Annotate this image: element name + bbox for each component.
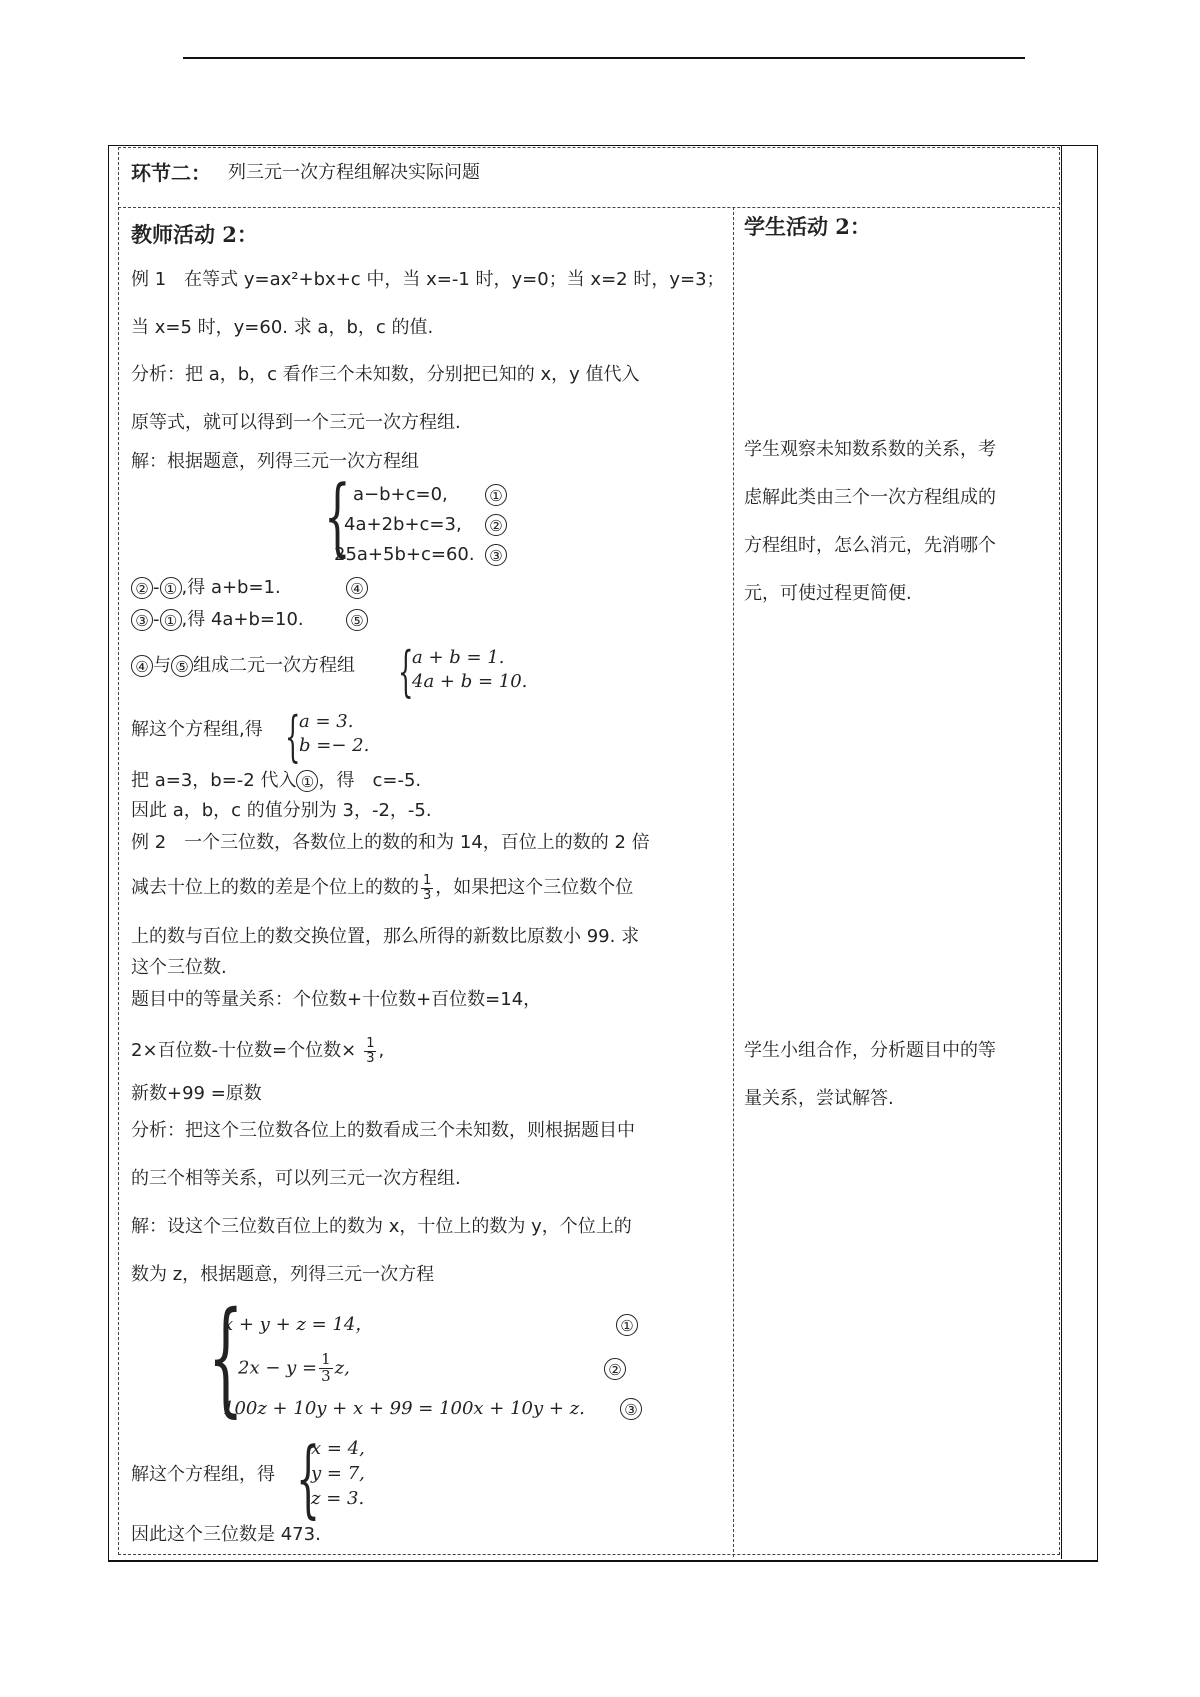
system1-brace: { (324, 467, 351, 565)
step2: ③ - ① ,得 4a+b=10. (131, 609, 304, 631)
sys3-marker-3: ③ (620, 1398, 642, 1420)
student-note1-line1: 学生观察未知数系数的关系，考 (744, 439, 996, 460)
system2-brace: { (398, 640, 414, 703)
answer2: 因此这个三位数是 473. (131, 1524, 321, 1545)
example2-line2: 减去十位上的数的差是个位上的数的 $\frac{1}{3}$ ，如果把这个三位数个位 (131, 873, 634, 903)
solution-b: b =− 2. (299, 735, 370, 756)
solution2-brace: { (296, 1429, 321, 1527)
analysis1-line1: 分析：把 a，b，c 看作三个未知数，分别把已知的 x，y 值代入 (131, 364, 640, 385)
step1: ② - ① ,得 a+b=1. (131, 577, 281, 599)
student-note1-line4: 元，可使过程更简便. (744, 583, 912, 604)
sys3-marker-2: ② (604, 1358, 626, 1380)
solution2-x: x = 4, (311, 1438, 365, 1459)
relation-line1: 题目中的等量关系：个位数+十位数+百位数=14， (131, 989, 542, 1010)
student-note1-line2: 虑解此类由三个一次方程组成的 (744, 487, 996, 508)
system3-eq1: x + y + z = 14， (223, 1314, 374, 1335)
header-rule (183, 57, 1025, 59)
solution2-line2: 数为 z，根据题意，列得三元一次方程 (131, 1264, 435, 1285)
combine-line: ④ 与 ⑤ 组成二元一次方程组 (131, 655, 355, 677)
substitute-line: 把 a=3，b=-2 代入 ① ，得 c=-5. (131, 770, 422, 791)
marker-4: ④ (346, 577, 368, 599)
system1-eq3: 25a+5b+c=60. (334, 544, 475, 565)
relation-line2: 2×百位数-十位数=个位数× $\frac{1}{3}$ , (131, 1036, 385, 1066)
student-note1-line3: 方程组时，怎么消元，先消哪个 (744, 535, 996, 556)
marker-2: ② (485, 514, 507, 536)
system1-eq2: 4a+2b+c=3, (344, 514, 462, 535)
system3-eq3: 100z + 10y + x + 99 = 100x + 10y + z. (223, 1398, 585, 1419)
analysis1-line2: 原等式，就可以得到一个三元一次方程组. (131, 412, 461, 433)
table-right-column-border (1061, 145, 1062, 1559)
student-heading: 学生活动 2： (744, 214, 871, 239)
example2-line4: 这个三位数. (131, 957, 227, 978)
section-divider (118, 207, 1060, 208)
marker-3: ③ (485, 544, 507, 566)
relation-line3: 新数+99 =原数 (131, 1083, 262, 1104)
column-divider (733, 207, 734, 1557)
analysis2-line2: 的三个相等关系，可以列三元一次方程组. (131, 1168, 461, 1189)
answer1: 因此 a，b，c 的值分别为 3，-2，-5. (131, 800, 432, 821)
solution2-y: y = 7, (311, 1463, 365, 1484)
sys3-marker-1: ① (616, 1314, 638, 1336)
system1-eq1: a−b+c=0, (353, 484, 448, 505)
combine-eq1: a + b = 1. (412, 647, 505, 668)
example2-line3: 上的数与百位上的数交换位置，那么所得的新数比原数小 99. 求 (131, 926, 640, 947)
student-note2-line2: 量关系，尝试解答. (744, 1088, 894, 1109)
section-title: 列三元一次方程组解决实际问题 (228, 162, 480, 183)
marker-1: ① (485, 484, 507, 506)
solution1-intro: 解：根据题意，列得三元一次方程组 (131, 451, 419, 472)
analysis2-line1: 分析：把这个三位数各位上的数看成三个未知数，则根据题目中 (131, 1120, 635, 1141)
student-note2-line1: 学生小组合作，分析题目中的等 (744, 1040, 996, 1061)
solution2-z: z = 3. (311, 1488, 365, 1509)
combine-eq2: 4a + b = 10. (412, 671, 528, 692)
solution-a: a = 3. (299, 711, 354, 732)
marker-5: ⑤ (346, 609, 368, 631)
solve2-text: 解这个方程组，得 (131, 1464, 275, 1485)
section-label: 环节二： (131, 161, 211, 185)
example2-line1: 例 2 一个三位数，各数位上的数的和为 14，百位上的数的 2 倍 (131, 832, 650, 853)
solution2-line1: 解：设这个三位数百位上的数为 x，十位上的数为 y，个位上的 (131, 1216, 632, 1237)
solution-brace: { (285, 705, 301, 768)
system3-brace: { (208, 1286, 244, 1430)
solve-system-text: 解这个方程组,得 (131, 719, 263, 740)
example1-line2: 当 x=5 时，y=60. 求 a，b，c 的值. (131, 317, 434, 338)
example1-line1: 例 1 在等式 y=ax²+bx+c 中，当 x=-1 时，y=0；当 x=2 时，y=3； (131, 269, 725, 290)
system3-eq2: 2x − y = $\frac{1}{3}$ z, (238, 1350, 350, 1385)
teacher-heading: 教师活动 2： (131, 222, 258, 247)
